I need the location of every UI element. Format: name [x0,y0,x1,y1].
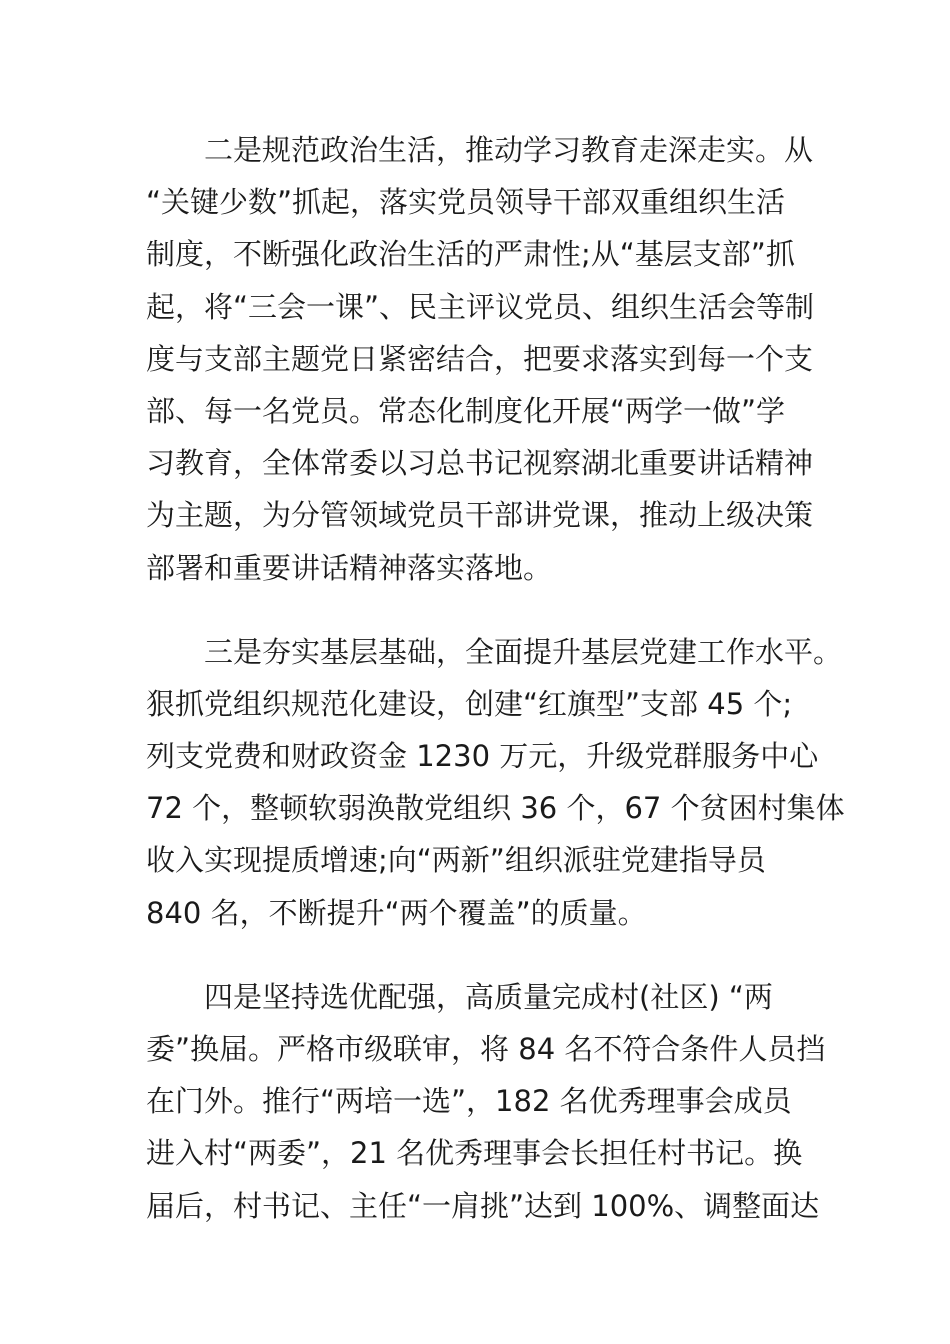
text-line: 列支党费和财政资金 1230 万元，升级党群服务中心 [146,739,819,774]
text-line: 委”换届。严格市级联审，将 84 名不符合条件人员挡 [146,1032,826,1066]
text-line: 840 名，不断提升“两个覆盖”的质量。 [146,895,647,930]
text-line: 进入村“两委”，21 名优秀理事会长担任村书记。换 [146,1136,803,1171]
text-line: 部署和重要讲话精神落实落地。 [146,550,553,585]
text-line: 为主题，为分管领域党员干部讲党课，推动上级决策 [146,498,814,533]
text-line: 度与支部主题党日紧密结合，把要求落实到每一个支 [146,341,814,376]
text-line: “关键少数”抓起，落实党员领导干部双重组织生活 [146,185,786,220]
text-line: 部、每一名党员。常态化制度化开展“两学一做”学 [146,393,786,428]
paragraph-political-life [146,124,814,594]
paragraph-election [146,971,826,1232]
text-line: 习教育，全体常委以习总书记视察湖北重要讲话精神 [146,446,814,481]
text-line: 收入实现提质增速;向“两新”组织派驻党建指导员 [146,843,766,878]
text-line: 制度，不断强化政治生活的严肃性;从“基层支部”抓 [146,237,795,272]
text-line: 起，将“三会一课”、民主评议党员、组织生活会等制 [146,289,815,324]
document-body [146,124,845,1264]
text-line: 届后，村书记、主任“一肩挑”达到 100%、调整面达 [146,1188,820,1223]
text-line: 三是夯实基层基础，全面提升基层党建工作水平。 [204,634,843,669]
text-line: 在门外。推行“两培一选”，182 名优秀理事会成员 [146,1084,792,1119]
text-line: 72 个，整顿软弱涣散党组织 36 个，67 个贫困村集体 [146,791,845,826]
text-line: 二是规范政治生活，推动学习教育走深走实。从 [204,133,814,167]
text-line: 狠抓党组织规范化建设，创建“红旗型”支部 45 个; [146,686,793,721]
paragraph-grassroots-foundation [146,626,845,939]
text-line: 四是坚持选优配强，高质量完成村(社区) “两 [204,979,773,1014]
